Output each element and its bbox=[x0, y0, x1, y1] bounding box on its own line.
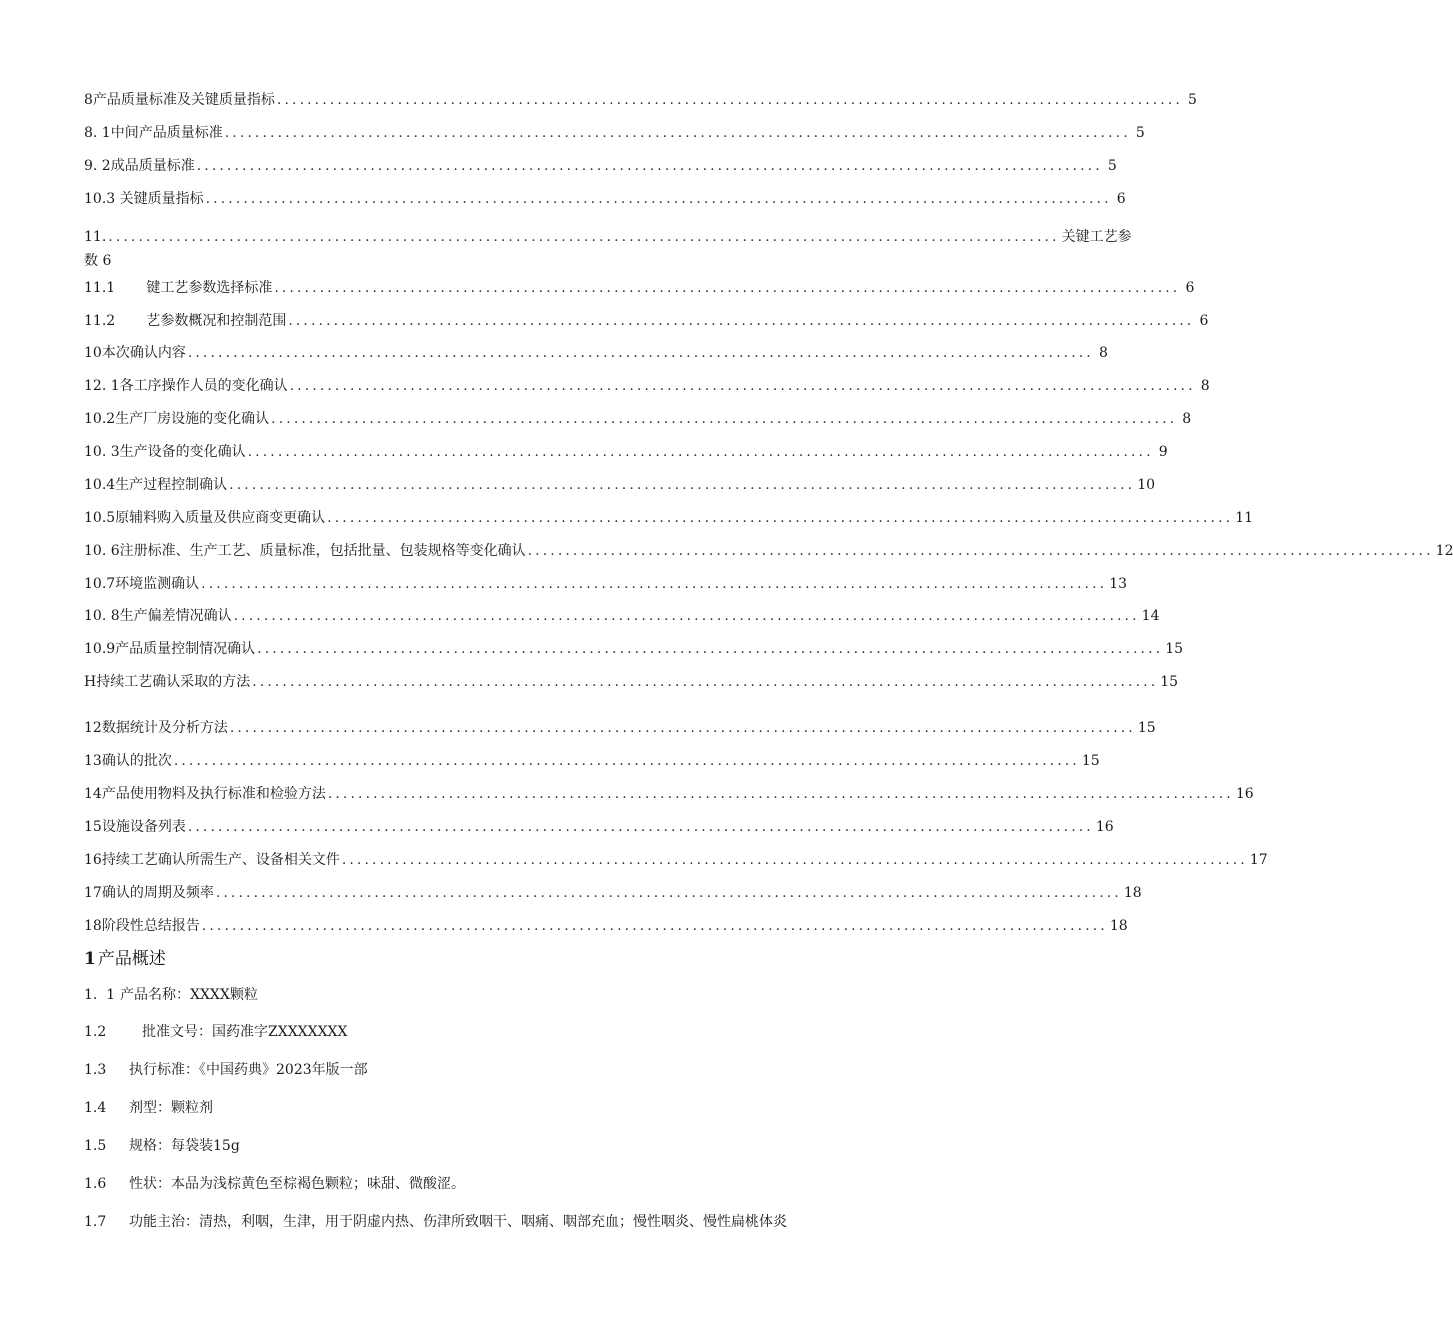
toc-entry-title: 10. 3生产设备的变化确认 bbox=[84, 444, 246, 460]
toc-entry[interactable] bbox=[84, 311, 1209, 331]
toc-entry[interactable] bbox=[84, 189, 1126, 209]
toc-entry-page: 11 bbox=[1235, 510, 1254, 526]
toc-entry-title: 10.4生产过程控制确认 bbox=[84, 477, 228, 493]
toc-entry-title: 14产品使用物料及执行标准和检验方法 bbox=[84, 786, 326, 802]
toc-entry[interactable] bbox=[84, 343, 1108, 363]
product-info-line bbox=[84, 1098, 213, 1118]
toc-leader-dots: ........................................................................................................................ bbox=[271, 411, 1178, 427]
toc-entry-title: 10本次确认内容 bbox=[84, 345, 186, 361]
toc-entry-page: 5 bbox=[1135, 125, 1145, 141]
toc-leader-dots: ........................................................................................................................ bbox=[276, 92, 1183, 108]
item-text: 规格：每袋装15g bbox=[129, 1138, 240, 1154]
toc-leader-dots: ........................................................................................................................ bbox=[196, 158, 1103, 174]
toc-entry-title: 10. 6注册标准、生产工艺、质量标准，包括批量、包装规格等变化确认 bbox=[84, 543, 526, 559]
toc-leader-dots: ........................................................................................................................ bbox=[247, 444, 1154, 460]
item-number: 1.5 bbox=[84, 1138, 107, 1154]
toc-entry-title: 10.9产品质量控制情况确认 bbox=[84, 641, 256, 657]
item-text: 性状：本品为浅棕黄色至棕褐色颗粒；味甜、微酸涩。 bbox=[129, 1176, 465, 1192]
toc-leader-dots: ........................................................................................................................ bbox=[527, 543, 1434, 559]
toc-leader-dots: ........................................................................................................................ bbox=[187, 819, 1094, 835]
toc-entry[interactable] bbox=[84, 883, 1142, 903]
toc-entry-title: 8. 1中间产品质量标准 bbox=[84, 125, 223, 141]
item-text: 执行标准：《中国药典》2023年版一部 bbox=[129, 1062, 368, 1078]
item-number: 1.2 bbox=[84, 1024, 107, 1040]
toc-entry-title: 8产品质量标准及关键质量指标 bbox=[84, 92, 275, 108]
toc-leader-dots: ........................................................................................................................ bbox=[201, 918, 1108, 934]
toc-leader-dots: ........................................................................................................................ bbox=[215, 885, 1122, 901]
toc-leader-dots: ........................................................................................................................ bbox=[205, 191, 1112, 207]
toc-entry-title: 10.7环境监测确认 bbox=[84, 576, 200, 592]
toc-entry-page: 6 bbox=[1116, 191, 1126, 207]
toc-entry[interactable] bbox=[84, 541, 1453, 561]
toc-entry[interactable] bbox=[84, 751, 1100, 771]
toc-entry-title: 16持续工艺确认所需生产、设备相关文件 bbox=[84, 852, 340, 868]
toc-entry-page: 5 bbox=[1107, 158, 1117, 174]
toc-entry[interactable] bbox=[84, 475, 1156, 495]
toc-entry-page: 15 bbox=[1160, 674, 1179, 690]
toc-entry[interactable] bbox=[84, 123, 1145, 143]
toc-entry-page: 8 bbox=[1098, 345, 1108, 361]
product-info-line bbox=[84, 1212, 787, 1232]
toc-entry-page: 15 bbox=[1165, 641, 1184, 657]
toc-entry-title: 15设施设备列表 bbox=[84, 819, 186, 835]
toc-entry[interactable] bbox=[84, 574, 1128, 594]
toc-entry-page: 9 bbox=[1158, 444, 1168, 460]
toc-entry-page: 13 bbox=[1109, 576, 1128, 592]
toc-entry[interactable] bbox=[84, 606, 1160, 626]
product-info-line bbox=[84, 985, 258, 1005]
toc-entry[interactable] bbox=[84, 639, 1184, 659]
toc-entry-page: 17 bbox=[1249, 852, 1268, 868]
toc-leader-dots: ........................................................................................................................ bbox=[229, 477, 1136, 493]
toc-entry[interactable] bbox=[84, 442, 1168, 462]
toc-leader-dots: ........................................................................................................................ bbox=[224, 125, 1131, 141]
toc-entry[interactable] bbox=[84, 508, 1254, 528]
toc-entry-continuation: 数 6 bbox=[84, 253, 112, 269]
item-number: 1.4 bbox=[84, 1100, 107, 1116]
item-text: 批准文号：国药准字ZXXXXXXX bbox=[142, 1024, 348, 1040]
toc-entry-page: 14 bbox=[1141, 608, 1160, 624]
toc-entry[interactable] bbox=[84, 850, 1268, 870]
toc-entry[interactable] bbox=[84, 156, 1117, 176]
toc-entry-title: 9. 2成品质量标准 bbox=[84, 158, 195, 174]
item-number: 1.7 bbox=[84, 1214, 107, 1230]
toc-entry[interactable] bbox=[84, 817, 1114, 837]
toc-leader-dots: ........................................................................................................................ bbox=[327, 786, 1234, 802]
toc-entry[interactable] bbox=[84, 718, 1156, 738]
toc-entry[interactable] bbox=[84, 376, 1210, 396]
toc-entry-title: 10. 8生产偏差情况确认 bbox=[84, 608, 232, 624]
toc-entry-page: 12 bbox=[1435, 543, 1453, 559]
toc-leader-dots: .............................................................................................................................. bbox=[108, 229, 1060, 245]
toc-entry-title: 18阶段性总结报告 bbox=[84, 918, 200, 934]
item-number: 1.3 bbox=[84, 1062, 107, 1078]
product-info-line bbox=[84, 1022, 348, 1042]
section-number: 1 bbox=[84, 949, 96, 969]
toc-entry-title: 11.2 艺参数概况和控制范围 bbox=[84, 313, 287, 329]
toc-leader-dots: ........................................................................................................................ bbox=[288, 313, 1195, 329]
toc-entry-page: 18 bbox=[1109, 918, 1128, 934]
toc-leader-dots: ........................................................................................................................ bbox=[341, 852, 1248, 868]
toc-entry-page: 5 bbox=[1188, 92, 1197, 108]
toc-entry-page: 6 bbox=[1185, 280, 1195, 296]
toc-entry[interactable] bbox=[84, 672, 1179, 692]
item-text: 功能主治：清热，利咽，生津，用于阴虚内热、伤津所致咽干、咽痛、咽部充血；慢性咽炎、慢性扁桃体炎 bbox=[129, 1214, 787, 1230]
toc-entry-title: 10.2生产厂房设施的变化确认 bbox=[84, 411, 270, 427]
toc-entry-page: 15 bbox=[1137, 720, 1156, 736]
product-info-line bbox=[84, 1060, 368, 1080]
toc-entry-title: 12. 1各工序操作人员的变化确认 bbox=[84, 378, 288, 394]
toc-leader-dots: ........................................................................................................................ bbox=[289, 378, 1196, 394]
toc-entry-title: 10.3 关键质量指标 bbox=[84, 191, 204, 207]
toc-entry-title: 17确认的周期及频率 bbox=[84, 885, 214, 901]
toc-entry-page: 8 bbox=[1182, 411, 1192, 427]
toc-leader-dots: ........................................................................................................................ bbox=[274, 280, 1181, 296]
toc-leader-dots: ........................................................................................................................ bbox=[327, 510, 1234, 526]
toc-entry-page: 8 bbox=[1200, 378, 1210, 394]
section-title: 产品概述 bbox=[97, 949, 166, 969]
toc-leader-dots: ........................................................................................................................ bbox=[252, 674, 1159, 690]
toc-entry-title: H持续工艺确认采取的方法 bbox=[84, 674, 251, 690]
toc-leader-dots: ........................................................................................................................ bbox=[201, 576, 1108, 592]
section-heading bbox=[84, 948, 166, 970]
toc-entry-title: 11. bbox=[84, 229, 107, 245]
toc-entry-title: 13确认的批次 bbox=[84, 753, 172, 769]
toc-leader-dots: ........................................................................................................................ bbox=[187, 345, 1094, 361]
item-number: 1. 1 bbox=[84, 987, 116, 1003]
toc-entry-page: 关键工艺参 bbox=[1061, 229, 1132, 245]
toc-leader-dots: ........................................................................................................................ bbox=[257, 641, 1164, 657]
toc-entry-title: 11.1 键工艺参数选择标准 bbox=[84, 280, 273, 296]
product-info-line bbox=[84, 1174, 465, 1194]
toc-entry-page: 15 bbox=[1081, 753, 1100, 769]
item-text: 产品名称：XXXX颗粒 bbox=[120, 987, 258, 1003]
toc-entry[interactable] bbox=[84, 784, 1254, 804]
toc-entry-page: 16 bbox=[1235, 786, 1254, 802]
toc-entry-title: 12数据统计及分析方法 bbox=[84, 720, 228, 736]
toc-leader-dots: ........................................................................................................................ bbox=[233, 608, 1140, 624]
toc-entry[interactable] bbox=[84, 409, 1192, 429]
toc-entry-page: 18 bbox=[1123, 885, 1142, 901]
product-info-line bbox=[84, 1136, 240, 1156]
toc-entry[interactable] bbox=[84, 916, 1128, 936]
toc-entry-title: 10.5原辅料购入质量及供应商变更确认 bbox=[84, 510, 326, 526]
item-text: 剂型：颗粒剂 bbox=[129, 1100, 213, 1116]
toc-leader-dots: ........................................................................................................................ bbox=[173, 753, 1080, 769]
toc-entry-page: 6 bbox=[1199, 313, 1209, 329]
item-number: 1.6 bbox=[84, 1176, 107, 1192]
toc-leader-dots: ........................................................................................................................ bbox=[229, 720, 1136, 736]
toc-entry[interactable] bbox=[84, 278, 1195, 298]
toc-entry[interactable] bbox=[84, 90, 1197, 110]
toc-entry-page: 16 bbox=[1095, 819, 1114, 835]
toc-entry-page: 10 bbox=[1137, 477, 1156, 493]
toc-entry-wrapped[interactable] bbox=[84, 225, 1132, 273]
